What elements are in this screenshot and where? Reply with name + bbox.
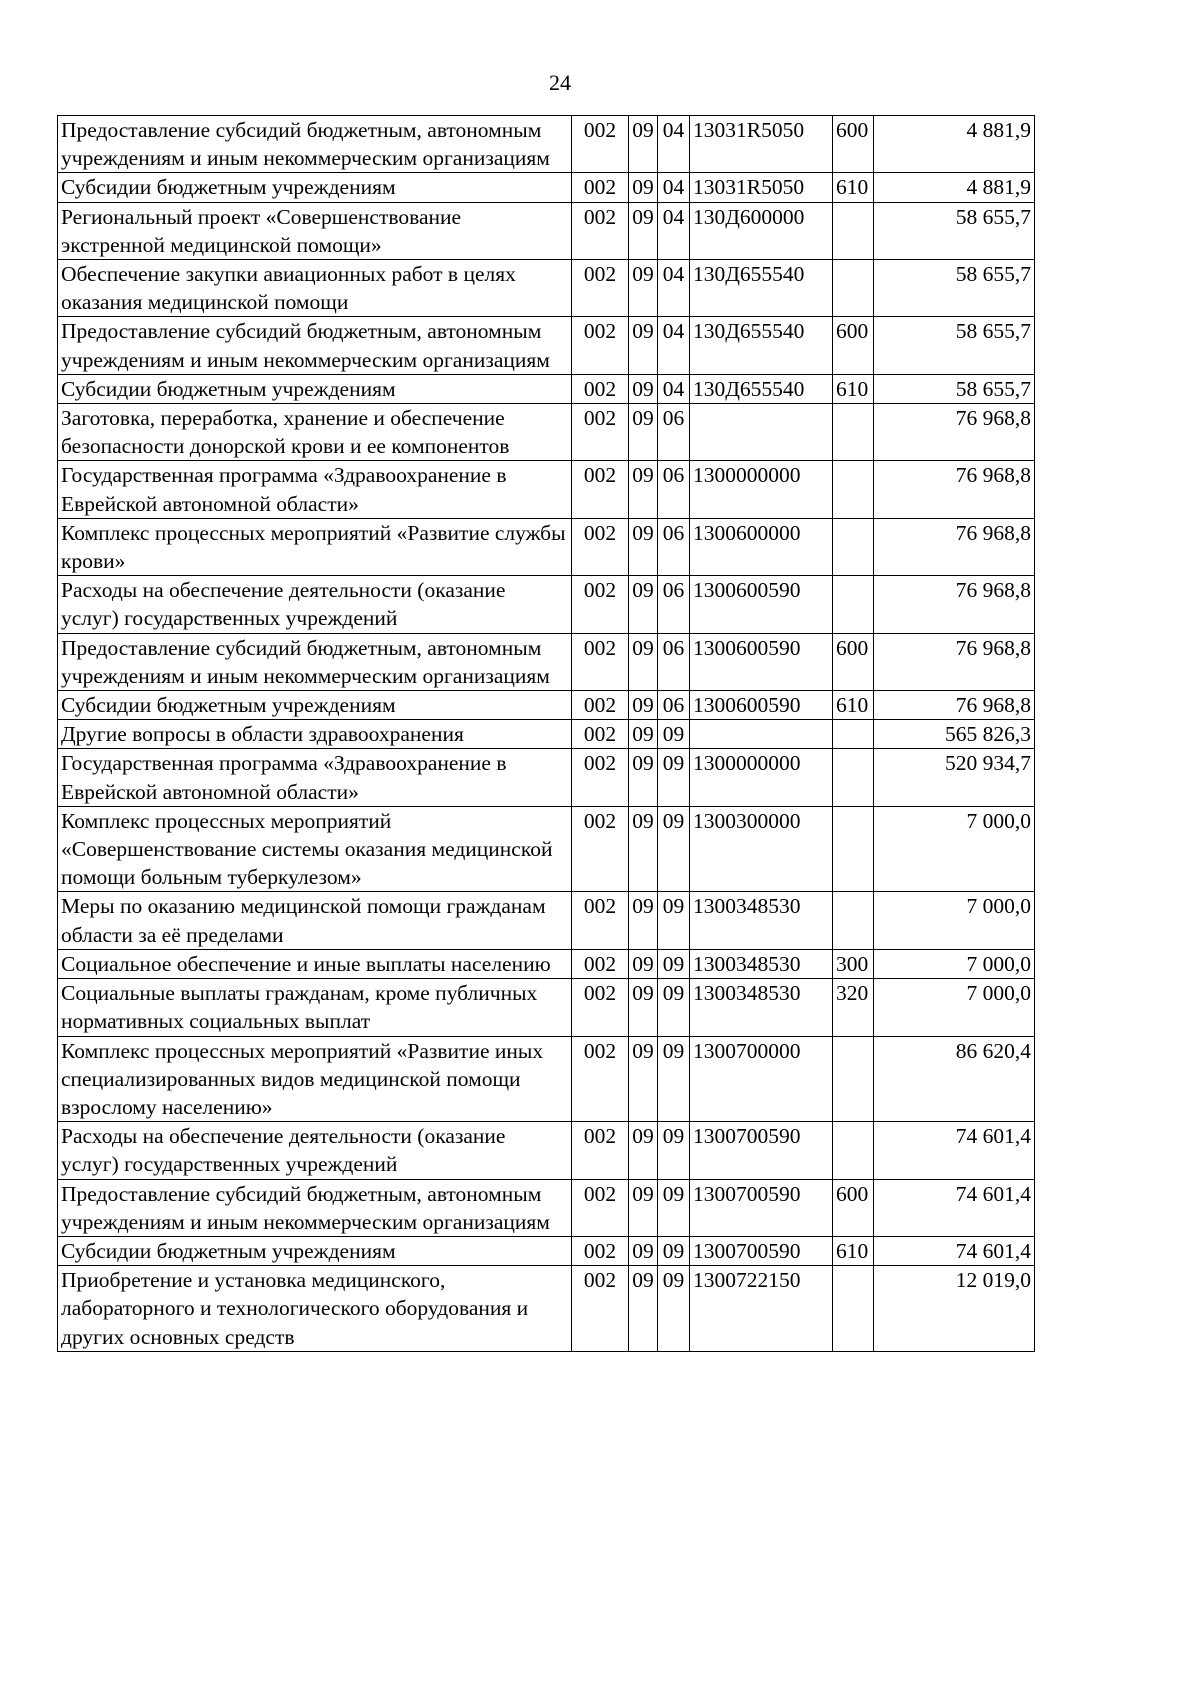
row-vr-cell — [833, 749, 874, 806]
row-name-cell: Обеспечение закупки авиационных работ в целях оказания медицинской помощи — [58, 260, 572, 317]
page-number: 24 — [549, 70, 571, 95]
row-pr-cell: 06 — [658, 633, 690, 690]
row-name-cell: Субсидии бюджетным учреждениям — [58, 173, 572, 202]
row-sum-cell: 520 934,7 — [874, 749, 1035, 806]
row-rz-cell: 09 — [629, 892, 658, 949]
row-gr-cell: 002 — [572, 1179, 629, 1236]
row-sum-cell: 4 881,9 — [874, 116, 1035, 173]
row-cs-cell: 130Д600000 — [690, 202, 833, 259]
row-vr-cell — [833, 461, 874, 518]
row-name-cell: Комплекс процессных мероприятий «Развитие службы крови» — [58, 518, 572, 575]
row-pr-cell: 06 — [658, 518, 690, 575]
budget-table-body — [58, 116, 1035, 1352]
row-sum-cell: 76 968,8 — [874, 404, 1035, 461]
row-cs-cell: 130Д655540 — [690, 374, 833, 403]
row-name-cell: Меры по оказанию медицинской помощи гражданам области за её пределами — [58, 892, 572, 949]
row-sum-cell: 7 000,0 — [874, 892, 1035, 949]
row-vr-cell — [833, 1036, 874, 1122]
row-vr-cell — [833, 806, 874, 892]
row-name-cell: Субсидии бюджетным учреждениям — [58, 1236, 572, 1265]
budget-table — [57, 115, 1035, 1352]
row-cs-cell: 1300700590 — [690, 1122, 833, 1179]
row-gr-cell: 002 — [572, 720, 629, 749]
row-name-cell: Предоставление субсидий бюджетным, автономным учреждениям и иным некоммерческим организациям — [58, 317, 572, 374]
row-cs-cell: 1300600590 — [690, 576, 833, 633]
row-vr-cell: 600 — [833, 317, 874, 374]
row-pr-cell: 04 — [658, 202, 690, 259]
row-gr-cell: 002 — [572, 173, 629, 202]
row-gr-cell: 002 — [572, 202, 629, 259]
row-pr-cell: 04 — [658, 116, 690, 173]
row-sum-cell: 58 655,7 — [874, 260, 1035, 317]
table-row — [58, 317, 1035, 374]
row-cs-cell: 1300600590 — [690, 691, 833, 720]
row-vr-cell: 600 — [833, 116, 874, 173]
row-pr-cell: 09 — [658, 1236, 690, 1265]
row-pr-cell: 09 — [658, 806, 690, 892]
row-name-cell: Предоставление субсидий бюджетным, автономным учреждениям и иным некоммерческим организациям — [58, 633, 572, 690]
row-sum-cell: 74 601,4 — [874, 1122, 1035, 1179]
table-row — [58, 260, 1035, 317]
table-row — [58, 949, 1035, 978]
row-gr-cell: 002 — [572, 1036, 629, 1122]
row-rz-cell: 09 — [629, 749, 658, 806]
row-sum-cell: 76 968,8 — [874, 576, 1035, 633]
row-rz-cell: 09 — [629, 806, 658, 892]
row-rz-cell: 09 — [629, 1179, 658, 1236]
row-vr-cell — [833, 260, 874, 317]
row-sum-cell: 76 968,8 — [874, 461, 1035, 518]
row-cs-cell: 130Д655540 — [690, 260, 833, 317]
table-row — [58, 404, 1035, 461]
row-pr-cell: 06 — [658, 404, 690, 461]
table-row — [58, 633, 1035, 690]
row-sum-cell: 12 019,0 — [874, 1266, 1035, 1352]
row-name-cell: Субсидии бюджетным учреждениям — [58, 691, 572, 720]
row-vr-cell — [833, 892, 874, 949]
row-cs-cell: 130Д655540 — [690, 317, 833, 374]
row-rz-cell: 09 — [629, 404, 658, 461]
row-vr-cell — [833, 202, 874, 259]
row-pr-cell: 04 — [658, 317, 690, 374]
row-rz-cell: 09 — [629, 691, 658, 720]
row-pr-cell: 09 — [658, 892, 690, 949]
row-gr-cell: 002 — [572, 806, 629, 892]
row-name-cell: Социальные выплаты гражданам, кроме публичных нормативных социальных выплат — [58, 979, 572, 1036]
row-vr-cell — [833, 1122, 874, 1179]
row-gr-cell: 002 — [572, 518, 629, 575]
row-sum-cell: 76 968,8 — [874, 518, 1035, 575]
row-cs-cell — [690, 720, 833, 749]
row-pr-cell: 09 — [658, 1266, 690, 1352]
row-vr-cell: 600 — [833, 1179, 874, 1236]
row-sum-cell: 565 826,3 — [874, 720, 1035, 749]
row-vr-cell: 600 — [833, 633, 874, 690]
row-name-cell: Другие вопросы в области здравоохранения — [58, 720, 572, 749]
row-name-cell: Заготовка, переработка, хранение и обеспечение безопасности донорской крови и ее компонентов — [58, 404, 572, 461]
row-gr-cell: 002 — [572, 749, 629, 806]
table-row — [58, 720, 1035, 749]
row-pr-cell: 09 — [658, 720, 690, 749]
row-cs-cell: 1300700590 — [690, 1179, 833, 1236]
row-name-cell: Субсидии бюджетным учреждениям — [58, 374, 572, 403]
row-rz-cell: 09 — [629, 317, 658, 374]
row-name-cell: Комплекс процессных мероприятий «Развитие иных специализированных видов медицинской помощи взрослому населению» — [58, 1036, 572, 1122]
row-sum-cell: 7 000,0 — [874, 949, 1035, 978]
row-cs-cell: 1300348530 — [690, 949, 833, 978]
row-pr-cell: 06 — [658, 691, 690, 720]
row-pr-cell: 04 — [658, 374, 690, 403]
row-rz-cell: 09 — [629, 979, 658, 1036]
row-sum-cell: 74 601,4 — [874, 1236, 1035, 1265]
row-gr-cell: 002 — [572, 404, 629, 461]
row-pr-cell: 04 — [658, 173, 690, 202]
table-row — [58, 1266, 1035, 1352]
table-row — [58, 806, 1035, 892]
row-name-cell: Государственная программа «Здравоохранение в Еврейской автономной области» — [58, 461, 572, 518]
table-row — [58, 749, 1035, 806]
row-rz-cell: 09 — [629, 633, 658, 690]
row-rz-cell: 09 — [629, 202, 658, 259]
row-vr-cell: 300 — [833, 949, 874, 978]
row-gr-cell: 002 — [572, 979, 629, 1036]
row-gr-cell: 002 — [572, 317, 629, 374]
table-row — [58, 979, 1035, 1036]
row-sum-cell: 58 655,7 — [874, 374, 1035, 403]
row-cs-cell: 1300300000 — [690, 806, 833, 892]
row-cs-cell: 1300348530 — [690, 892, 833, 949]
row-name-cell: Предоставление субсидий бюджетным, автономным учреждениям и иным некоммерческим организациям — [58, 1179, 572, 1236]
row-cs-cell: 1300600000 — [690, 518, 833, 575]
row-name-cell: Предоставление субсидий бюджетным, автономным учреждениям и иным некоммерческим организациям — [58, 116, 572, 173]
row-rz-cell: 09 — [629, 1266, 658, 1352]
row-vr-cell: 610 — [833, 173, 874, 202]
table-row — [58, 892, 1035, 949]
table-row — [58, 518, 1035, 575]
table-row — [58, 1036, 1035, 1122]
row-sum-cell: 76 968,8 — [874, 691, 1035, 720]
row-pr-cell: 04 — [658, 260, 690, 317]
row-cs-cell: 1300348530 — [690, 979, 833, 1036]
row-rz-cell: 09 — [629, 1036, 658, 1122]
table-row — [58, 202, 1035, 259]
row-gr-cell: 002 — [572, 1236, 629, 1265]
row-rz-cell: 09 — [629, 116, 658, 173]
table-row — [58, 1236, 1035, 1265]
table-row — [58, 374, 1035, 403]
row-name-cell: Государственная программа «Здравоохранение в Еврейской автономной области» — [58, 749, 572, 806]
row-cs-cell: 13031R5050 — [690, 173, 833, 202]
row-cs-cell: 1300700000 — [690, 1036, 833, 1122]
row-cs-cell — [690, 404, 833, 461]
row-vr-cell: 320 — [833, 979, 874, 1036]
row-rz-cell: 09 — [629, 949, 658, 978]
row-gr-cell: 002 — [572, 116, 629, 173]
row-name-cell: Расходы на обеспечение деятельности (оказание услуг) государственных учреждений — [58, 576, 572, 633]
row-cs-cell: 1300000000 — [690, 749, 833, 806]
row-rz-cell: 09 — [629, 1236, 658, 1265]
row-cs-cell: 1300000000 — [690, 461, 833, 518]
row-rz-cell: 09 — [629, 173, 658, 202]
row-gr-cell: 002 — [572, 1266, 629, 1352]
row-rz-cell: 09 — [629, 461, 658, 518]
row-name-cell: Приобретение и установка медицинского, лабораторного и технологического оборудования и других основных средств — [58, 1266, 572, 1352]
row-cs-cell: 1300700590 — [690, 1236, 833, 1265]
row-rz-cell: 09 — [629, 518, 658, 575]
row-vr-cell — [833, 404, 874, 461]
row-sum-cell: 4 881,9 — [874, 173, 1035, 202]
row-vr-cell — [833, 518, 874, 575]
row-pr-cell: 09 — [658, 979, 690, 1036]
row-gr-cell: 002 — [572, 260, 629, 317]
row-gr-cell: 002 — [572, 1122, 629, 1179]
row-name-cell: Социальное обеспечение и иные выплаты населению — [58, 949, 572, 978]
table-row — [58, 576, 1035, 633]
row-vr-cell: 610 — [833, 1236, 874, 1265]
table-row — [58, 1122, 1035, 1179]
row-gr-cell: 002 — [572, 949, 629, 978]
row-pr-cell: 09 — [658, 1122, 690, 1179]
row-sum-cell: 86 620,4 — [874, 1036, 1035, 1122]
row-gr-cell: 002 — [572, 374, 629, 403]
row-pr-cell: 09 — [658, 1036, 690, 1122]
row-sum-cell: 58 655,7 — [874, 317, 1035, 374]
table-row — [58, 691, 1035, 720]
row-rz-cell: 09 — [629, 1122, 658, 1179]
row-cs-cell: 1300600590 — [690, 633, 833, 690]
row-cs-cell: 1300722150 — [690, 1266, 833, 1352]
table-row — [58, 173, 1035, 202]
row-gr-cell: 002 — [572, 691, 629, 720]
row-sum-cell: 58 655,7 — [874, 202, 1035, 259]
row-pr-cell: 09 — [658, 949, 690, 978]
table-row — [58, 461, 1035, 518]
row-name-cell: Региональный проект «Совершенствование экстренной медицинской помощи» — [58, 202, 572, 259]
row-name-cell: Расходы на обеспечение деятельности (оказание услуг) государственных учреждений — [58, 1122, 572, 1179]
row-rz-cell: 09 — [629, 720, 658, 749]
row-sum-cell: 76 968,8 — [874, 633, 1035, 690]
row-gr-cell: 002 — [572, 461, 629, 518]
row-gr-cell: 002 — [572, 892, 629, 949]
row-vr-cell: 610 — [833, 691, 874, 720]
table-row — [58, 116, 1035, 173]
row-vr-cell — [833, 720, 874, 749]
row-name-cell: Комплекс процессных мероприятий «Совершенствование системы оказания медицинской помощи больным туберкулезом» — [58, 806, 572, 892]
row-cs-cell: 13031R5050 — [690, 116, 833, 173]
table-row — [58, 1179, 1035, 1236]
row-rz-cell: 09 — [629, 374, 658, 403]
row-pr-cell: 06 — [658, 576, 690, 633]
row-vr-cell — [833, 1266, 874, 1352]
row-gr-cell: 002 — [572, 576, 629, 633]
row-vr-cell — [833, 576, 874, 633]
row-sum-cell: 74 601,4 — [874, 1179, 1035, 1236]
row-pr-cell: 06 — [658, 461, 690, 518]
row-rz-cell: 09 — [629, 260, 658, 317]
row-pr-cell: 09 — [658, 1179, 690, 1236]
row-sum-cell: 7 000,0 — [874, 979, 1035, 1036]
row-gr-cell: 002 — [572, 633, 629, 690]
row-vr-cell: 610 — [833, 374, 874, 403]
row-pr-cell: 09 — [658, 749, 690, 806]
row-rz-cell: 09 — [629, 576, 658, 633]
row-sum-cell: 7 000,0 — [874, 806, 1035, 892]
